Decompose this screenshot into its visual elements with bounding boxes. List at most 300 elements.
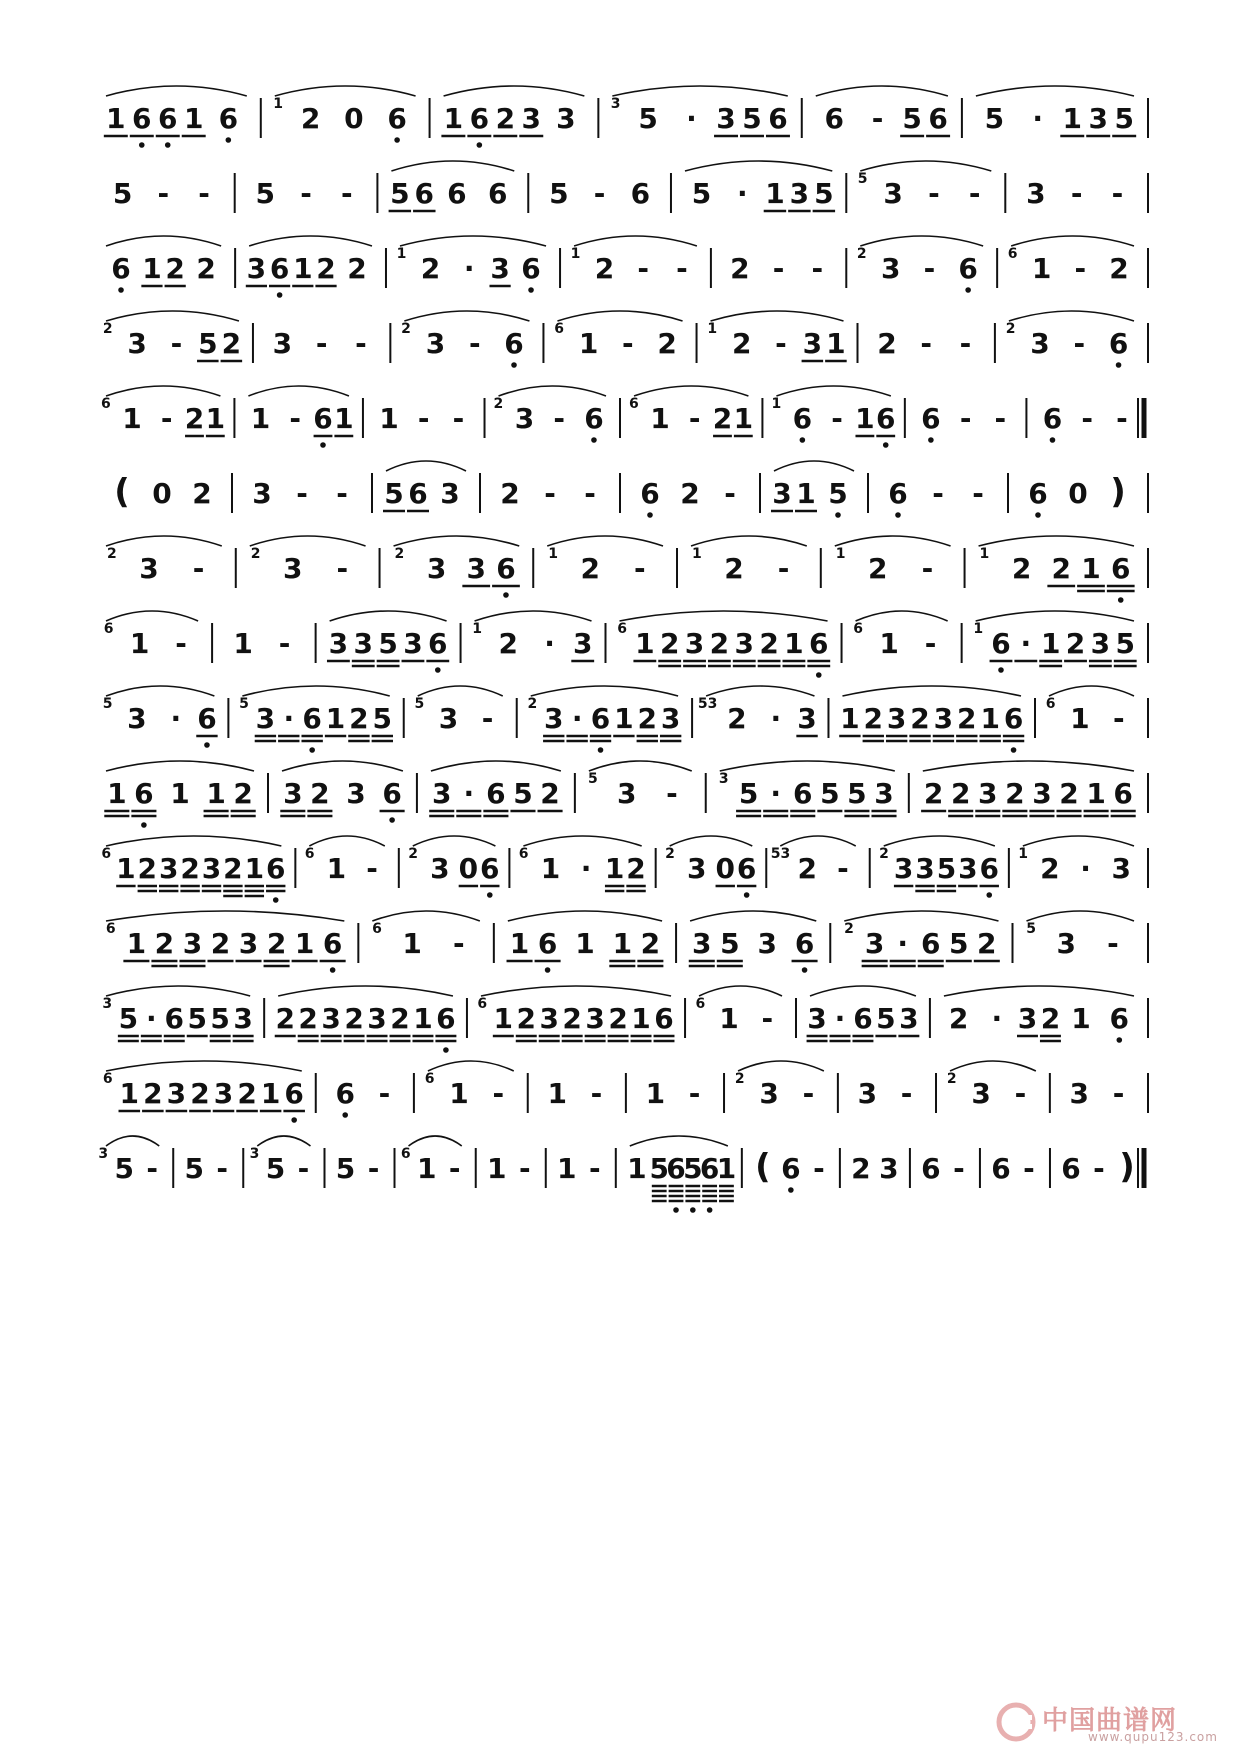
note: 5 xyxy=(1114,102,1134,135)
note: - xyxy=(1073,327,1086,360)
note: 5 xyxy=(513,777,533,810)
note: 6 xyxy=(584,402,604,435)
note: - xyxy=(802,1077,815,1110)
note: - xyxy=(676,252,688,285)
note: 5 xyxy=(738,777,759,810)
slur xyxy=(257,1136,310,1146)
note: 3 xyxy=(272,327,293,360)
note: 2 xyxy=(562,1002,582,1035)
note: 6 xyxy=(436,1002,456,1035)
note: 5 xyxy=(384,477,404,510)
low-octave-dot xyxy=(330,967,336,973)
low-octave-dot xyxy=(591,437,597,443)
note: 2 xyxy=(712,402,733,435)
note: 5 xyxy=(265,1152,286,1185)
slur xyxy=(428,1061,514,1071)
slur xyxy=(944,986,1134,996)
note: - xyxy=(920,327,933,360)
slur xyxy=(976,86,1134,96)
note: 3 xyxy=(572,627,593,660)
note: · xyxy=(1032,102,1043,135)
note: 3 xyxy=(539,1002,559,1035)
note: - xyxy=(688,402,701,435)
note: - xyxy=(1093,1152,1105,1185)
low-octave-dot xyxy=(165,142,171,148)
note: 3 xyxy=(252,477,272,510)
note: - xyxy=(157,177,170,210)
slur xyxy=(499,386,606,396)
low-octave-dot xyxy=(788,1187,794,1193)
note: 6 xyxy=(1042,402,1063,435)
note: 3 xyxy=(328,627,349,660)
note: 6 xyxy=(768,102,788,135)
slur xyxy=(1011,236,1134,246)
note: 3 xyxy=(879,1152,899,1185)
slur xyxy=(242,686,389,696)
note: 3 xyxy=(789,177,810,210)
note: - xyxy=(1023,1152,1035,1185)
note: - xyxy=(584,477,596,510)
grace-note: 1 xyxy=(548,546,558,562)
note: 2 xyxy=(727,702,747,735)
grace-note: 6 xyxy=(1007,246,1018,262)
note: 2 xyxy=(420,252,441,285)
note: 6 xyxy=(487,177,508,210)
bracket: ( xyxy=(755,1147,771,1187)
slur xyxy=(670,836,753,846)
note: 5 xyxy=(820,777,840,810)
slur xyxy=(589,761,692,771)
note: - xyxy=(300,177,312,210)
grace-note: 6 xyxy=(554,321,565,337)
note: 3 xyxy=(246,252,267,285)
note: 3 xyxy=(127,702,147,735)
grace-note: 5 xyxy=(102,696,113,712)
grace-note: 5 xyxy=(1026,921,1037,937)
slur xyxy=(106,1136,159,1146)
note: 1 xyxy=(119,1077,140,1110)
slur xyxy=(860,161,991,171)
note: 2 xyxy=(300,102,321,135)
note: 1 xyxy=(294,927,315,960)
slur xyxy=(842,686,1021,696)
note: 6 xyxy=(132,102,152,135)
note: 0 xyxy=(1068,477,1088,510)
note: 1 xyxy=(326,852,347,885)
note: 6 xyxy=(853,1002,873,1035)
slur xyxy=(106,1061,302,1071)
note: 2 xyxy=(210,927,231,960)
note: 2 xyxy=(657,327,677,360)
low-octave-dot xyxy=(1035,512,1041,518)
grace-note: 5 xyxy=(239,696,249,712)
note: 6 xyxy=(469,102,490,135)
note: 1 xyxy=(1031,252,1052,285)
slur xyxy=(275,86,416,96)
note: 6 xyxy=(480,852,500,885)
note: - xyxy=(518,1152,531,1185)
note: 2 xyxy=(349,702,369,735)
slur xyxy=(481,986,671,996)
note: 1 xyxy=(631,1002,651,1035)
note: 6 xyxy=(792,402,813,435)
note: 6 xyxy=(794,927,815,960)
note: 3 xyxy=(1056,927,1076,960)
note: 5 xyxy=(828,477,848,510)
note: - xyxy=(588,1152,601,1185)
low-octave-dot xyxy=(394,137,400,143)
grace-note: 6 xyxy=(105,921,116,937)
note: 3 xyxy=(978,777,998,810)
note: 3 xyxy=(283,552,303,585)
note: 3 xyxy=(1030,327,1050,360)
note: 2 xyxy=(680,477,700,510)
note: 1 xyxy=(557,1152,577,1185)
note: 6 xyxy=(590,702,611,735)
note: 1 xyxy=(1040,627,1061,660)
slur xyxy=(248,386,349,396)
note: 3 xyxy=(430,852,450,885)
note: 5 xyxy=(184,1152,204,1185)
note: - xyxy=(192,552,205,585)
grace-note: 53 xyxy=(770,846,791,862)
grace-note: 3 xyxy=(718,771,729,787)
grace-note: 3 xyxy=(102,996,113,1012)
note: 3 xyxy=(1017,1002,1038,1035)
note: 3 xyxy=(367,1002,387,1035)
grace-note: 2 xyxy=(734,1071,745,1087)
note: 6 xyxy=(654,1002,674,1035)
note: 3 xyxy=(883,177,903,210)
slur xyxy=(249,236,372,246)
note: - xyxy=(553,402,566,435)
note: 3 xyxy=(759,1077,779,1110)
note: 1 xyxy=(244,852,265,885)
note: - xyxy=(315,327,328,360)
note: 1 xyxy=(1081,552,1101,585)
note: 6 xyxy=(921,1152,941,1185)
low-octave-dot xyxy=(204,742,210,748)
slur xyxy=(1049,686,1134,696)
note: - xyxy=(994,402,1007,435)
low-octave-dot xyxy=(545,967,551,973)
note: · xyxy=(736,177,748,210)
slur xyxy=(630,1136,728,1146)
note: 1 xyxy=(325,702,346,735)
note: 0 xyxy=(344,102,364,135)
note: 1 xyxy=(260,1077,281,1110)
note: 1 xyxy=(413,1002,433,1035)
note: 2 xyxy=(659,627,680,660)
note: 6 xyxy=(793,777,813,810)
grace-note: 6 xyxy=(400,1146,411,1162)
note: - xyxy=(198,177,210,210)
note: 1 xyxy=(540,852,561,885)
note: 3 xyxy=(893,852,914,885)
grace-note: 5 xyxy=(414,696,425,712)
grace-note: 6 xyxy=(629,396,639,412)
note: 3 xyxy=(684,627,705,660)
note: 3 xyxy=(521,102,542,135)
note: - xyxy=(959,402,972,435)
note: 5 xyxy=(390,177,410,210)
note: 2 xyxy=(233,777,253,810)
note: 2 xyxy=(137,852,158,885)
grace-note: 2 xyxy=(493,396,504,412)
note: 2 xyxy=(948,1002,969,1035)
slur xyxy=(394,536,520,546)
note: 6 xyxy=(809,627,829,660)
slur xyxy=(711,311,844,321)
slur xyxy=(685,161,832,171)
note: 5 xyxy=(198,327,218,360)
note: 3 xyxy=(440,477,460,510)
note: 2 xyxy=(957,702,977,735)
note: 2 xyxy=(731,327,752,360)
slur xyxy=(106,536,222,546)
grace-note: 6 xyxy=(853,621,863,637)
note: 3 xyxy=(757,927,777,960)
note: 2 xyxy=(192,477,212,510)
grace-note: 5 xyxy=(588,771,598,787)
slur xyxy=(391,161,514,171)
note: 1 xyxy=(614,702,634,735)
note: - xyxy=(492,1077,505,1110)
bracket: ) xyxy=(1110,472,1126,512)
note: 1 xyxy=(170,777,190,810)
note: 6 xyxy=(1110,552,1131,585)
note: 6 xyxy=(197,702,217,735)
note: - xyxy=(452,927,465,960)
note: - xyxy=(1112,1077,1125,1110)
note: - xyxy=(921,552,934,585)
note: 2 xyxy=(1011,552,1032,585)
note: 5 xyxy=(255,177,276,210)
note: - xyxy=(666,777,678,810)
note: 1 xyxy=(547,1077,567,1110)
note: 5 xyxy=(187,1002,207,1035)
grace-note: 2 xyxy=(856,246,867,262)
note: - xyxy=(336,477,348,510)
slur xyxy=(1023,836,1134,846)
low-octave-dot xyxy=(226,137,232,143)
note: 1 xyxy=(645,1077,666,1110)
note: - xyxy=(900,1077,913,1110)
note: 6 xyxy=(666,1152,686,1185)
note: 1 xyxy=(183,102,204,135)
note: 5 xyxy=(649,1152,669,1185)
low-octave-dot xyxy=(1116,362,1122,368)
note: - xyxy=(146,1152,159,1185)
slur xyxy=(776,386,890,396)
note: - xyxy=(811,252,824,285)
note: 1 xyxy=(1070,702,1090,735)
low-octave-dot xyxy=(998,667,1004,673)
watermark xyxy=(996,1698,1226,1746)
note: 2 xyxy=(1040,852,1060,885)
note: - xyxy=(468,327,481,360)
note: - xyxy=(634,552,646,585)
note: 2 xyxy=(154,927,175,960)
low-octave-dot xyxy=(139,142,145,148)
slur xyxy=(1009,311,1134,321)
note: 1 xyxy=(627,1152,647,1185)
note: 3 xyxy=(233,1002,253,1035)
grace-note: 3 xyxy=(610,96,621,112)
note: · xyxy=(544,627,555,660)
note: 3 xyxy=(686,852,707,885)
slur xyxy=(282,761,403,771)
note: 6 xyxy=(736,852,757,885)
note: 3 xyxy=(213,1077,234,1110)
slur xyxy=(106,236,221,246)
slur xyxy=(418,686,503,696)
note: 2 xyxy=(640,927,661,960)
note: 2 xyxy=(223,852,243,885)
grace-note: 6 xyxy=(477,996,488,1012)
grace-note: 6 xyxy=(304,846,315,862)
note: 1 xyxy=(784,627,804,660)
note: 2 xyxy=(1051,552,1071,585)
note: 2 xyxy=(344,1002,364,1035)
grace-note: 1 xyxy=(1018,846,1029,862)
note: 2 xyxy=(495,102,516,135)
note: 3 xyxy=(617,777,637,810)
note: - xyxy=(297,1152,310,1185)
note: 2 xyxy=(184,402,205,435)
slur xyxy=(413,836,496,846)
note: 3 xyxy=(915,852,935,885)
slur xyxy=(531,686,678,696)
note: 6 xyxy=(111,252,131,285)
low-octave-dot xyxy=(389,817,395,823)
note: · xyxy=(170,702,182,735)
note: 6 xyxy=(699,1152,720,1185)
note: 3 xyxy=(255,702,276,735)
slur xyxy=(386,461,466,471)
note: 3 xyxy=(238,927,259,960)
note: 5 xyxy=(814,177,834,210)
slur xyxy=(508,911,662,921)
slur xyxy=(860,236,983,246)
low-octave-dot xyxy=(273,897,279,903)
note: - xyxy=(1111,177,1124,210)
note: 1 xyxy=(402,927,422,960)
note: 5 xyxy=(720,927,740,960)
grace-note: 6 xyxy=(102,1071,113,1087)
note: 3 xyxy=(426,552,447,585)
low-octave-dot xyxy=(986,892,992,898)
note: 3 xyxy=(660,702,681,735)
note: - xyxy=(1116,402,1128,435)
note: 5 xyxy=(112,177,133,210)
note: 2 xyxy=(180,852,200,885)
note: - xyxy=(813,1152,825,1185)
note: · xyxy=(770,777,782,810)
note: · xyxy=(463,777,475,810)
note: 1 xyxy=(122,402,142,435)
grace-note: 2 xyxy=(527,696,538,712)
note: 6 xyxy=(640,477,660,510)
note: 6 xyxy=(504,327,524,360)
slur xyxy=(106,911,344,921)
note: 1 xyxy=(733,402,754,435)
grace-note: 2 xyxy=(106,546,117,562)
grace-note: 2 xyxy=(844,921,854,937)
slur xyxy=(372,911,480,921)
slur xyxy=(844,911,998,921)
note: 6 xyxy=(134,777,154,810)
note: 6 xyxy=(824,102,844,135)
note: 1 xyxy=(575,927,595,960)
low-octave-dot xyxy=(690,1207,696,1213)
note: - xyxy=(972,477,984,510)
note: 3 xyxy=(353,627,373,660)
low-octave-dot xyxy=(528,287,534,293)
note: 6 xyxy=(269,252,290,285)
note: 6 xyxy=(979,852,999,885)
note: 3 xyxy=(886,702,907,735)
slur xyxy=(557,311,682,321)
note: - xyxy=(622,327,634,360)
note: 2 xyxy=(316,252,336,285)
note: - xyxy=(837,852,849,885)
low-octave-dot xyxy=(673,1207,679,1213)
note: 0 xyxy=(715,852,735,885)
note: 2 xyxy=(950,777,971,810)
note: 1 xyxy=(142,252,162,285)
note: 3 xyxy=(971,1077,991,1110)
note: 1 xyxy=(578,327,599,360)
note: 1 xyxy=(765,177,785,210)
low-octave-dot xyxy=(309,747,315,753)
note: · xyxy=(283,702,295,735)
grace-note: 6 xyxy=(424,1071,435,1087)
note: · xyxy=(897,927,909,960)
note: 1 xyxy=(334,402,354,435)
note: - xyxy=(216,1152,229,1185)
note: 1 xyxy=(980,702,1000,735)
note: - xyxy=(777,552,790,585)
low-octave-dot xyxy=(744,892,750,898)
site-logo-icon xyxy=(996,1702,1036,1742)
slur xyxy=(404,311,529,321)
note: - xyxy=(953,1152,965,1185)
slur xyxy=(444,86,585,96)
note: 2 xyxy=(863,702,884,735)
note: 3 xyxy=(490,252,510,285)
note: 3 xyxy=(899,1002,919,1035)
note: 1 xyxy=(416,1152,437,1185)
note: 6 xyxy=(335,1077,355,1110)
note: - xyxy=(761,1002,774,1035)
slur xyxy=(1026,911,1134,921)
note: 6 xyxy=(313,402,333,435)
note: 2 xyxy=(298,1002,318,1035)
grace-note: 6 xyxy=(372,921,382,937)
slur xyxy=(523,836,641,846)
note: 6 xyxy=(1113,777,1133,810)
note: 2 xyxy=(540,777,560,810)
low-octave-dot xyxy=(118,287,124,293)
note: - xyxy=(296,477,308,510)
note: 2 xyxy=(165,252,185,285)
slur xyxy=(106,386,220,396)
note: 6 xyxy=(991,1152,1011,1185)
note: 6 xyxy=(302,702,322,735)
note: - xyxy=(959,327,972,360)
grace-note: 3 xyxy=(98,1146,109,1162)
